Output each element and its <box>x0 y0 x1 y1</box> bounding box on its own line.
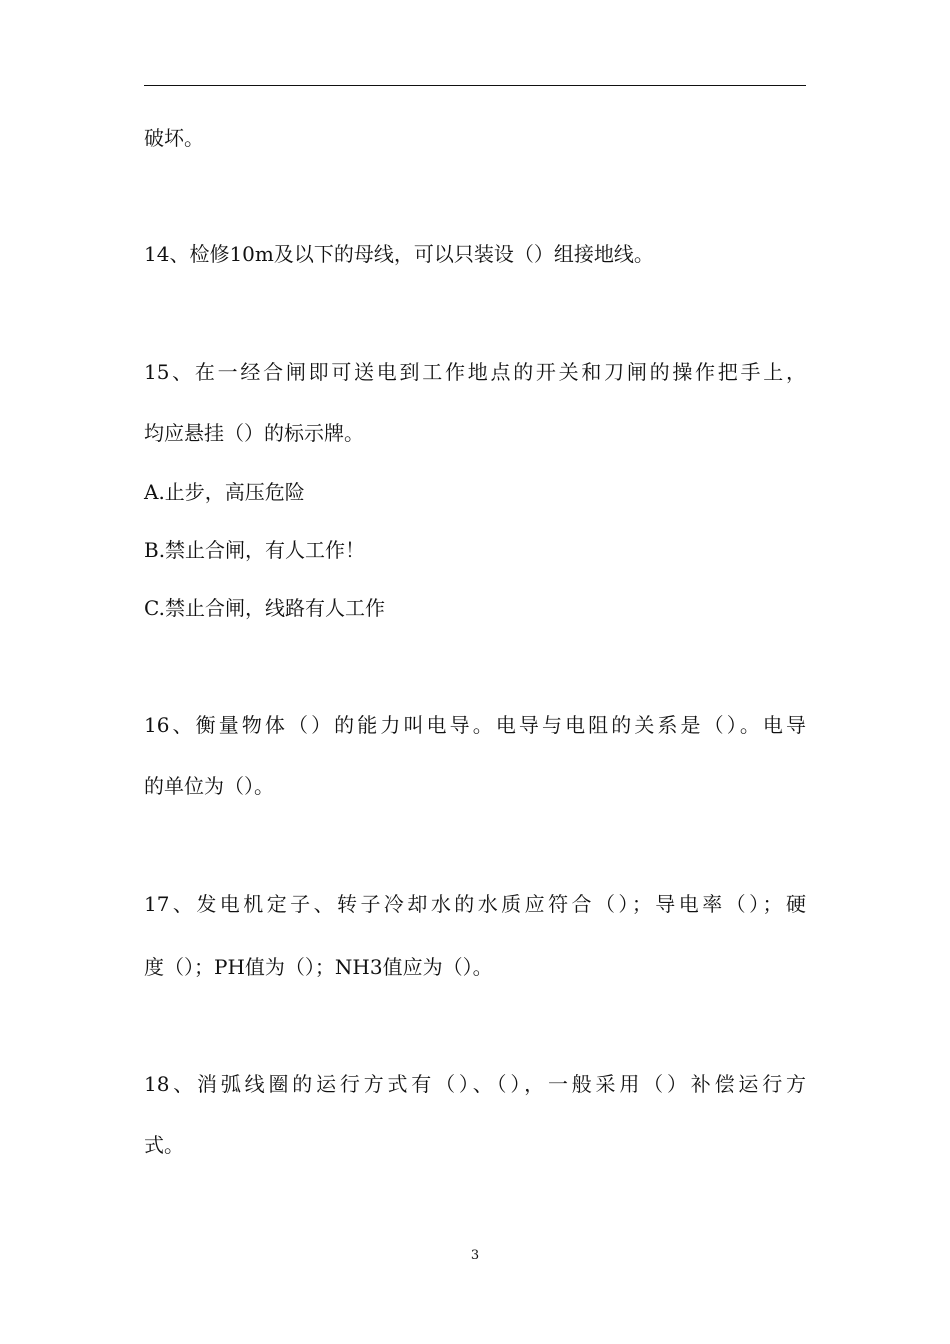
question-15-line-2: 均应悬挂（）的标示牌。 <box>144 421 364 445</box>
question-17-line-1: 17、发电机定子、转子冷却水的水质应符合（）；导电率（）；硬 <box>144 892 806 916</box>
question-14: 14、检修10m及以下的母线，可以只装设（）组接地线。 <box>144 242 654 266</box>
question-18-line-2: 式。 <box>144 1133 184 1157</box>
page-number: 3 <box>470 1248 480 1263</box>
question-16-line-2: 的单位为（）。 <box>144 774 274 798</box>
option-b: B.禁止合闸，有人工作！ <box>144 538 366 562</box>
question-15-line-1: 15、在一经合闸即可送电到工作地点的开关和刀闸的操作把手上， <box>144 360 806 384</box>
question-17-line-2: 度（）；PH值为（）；NH3值应为（）。 <box>144 955 493 979</box>
option-c: C.禁止合闸，线路有人工作 <box>144 596 385 620</box>
text-line-continuation: 破坏。 <box>144 126 204 150</box>
question-18-line-1: 18、消弧线圈的运行方式有（）、（），一般采用（）补偿运行方 <box>144 1072 806 1096</box>
option-a: A.止步，高压危险 <box>144 480 305 504</box>
question-16-line-1: 16、衡量物体（）的能力叫电导。电导与电阻的关系是（）。电导 <box>144 713 806 737</box>
header-rule <box>144 85 806 86</box>
